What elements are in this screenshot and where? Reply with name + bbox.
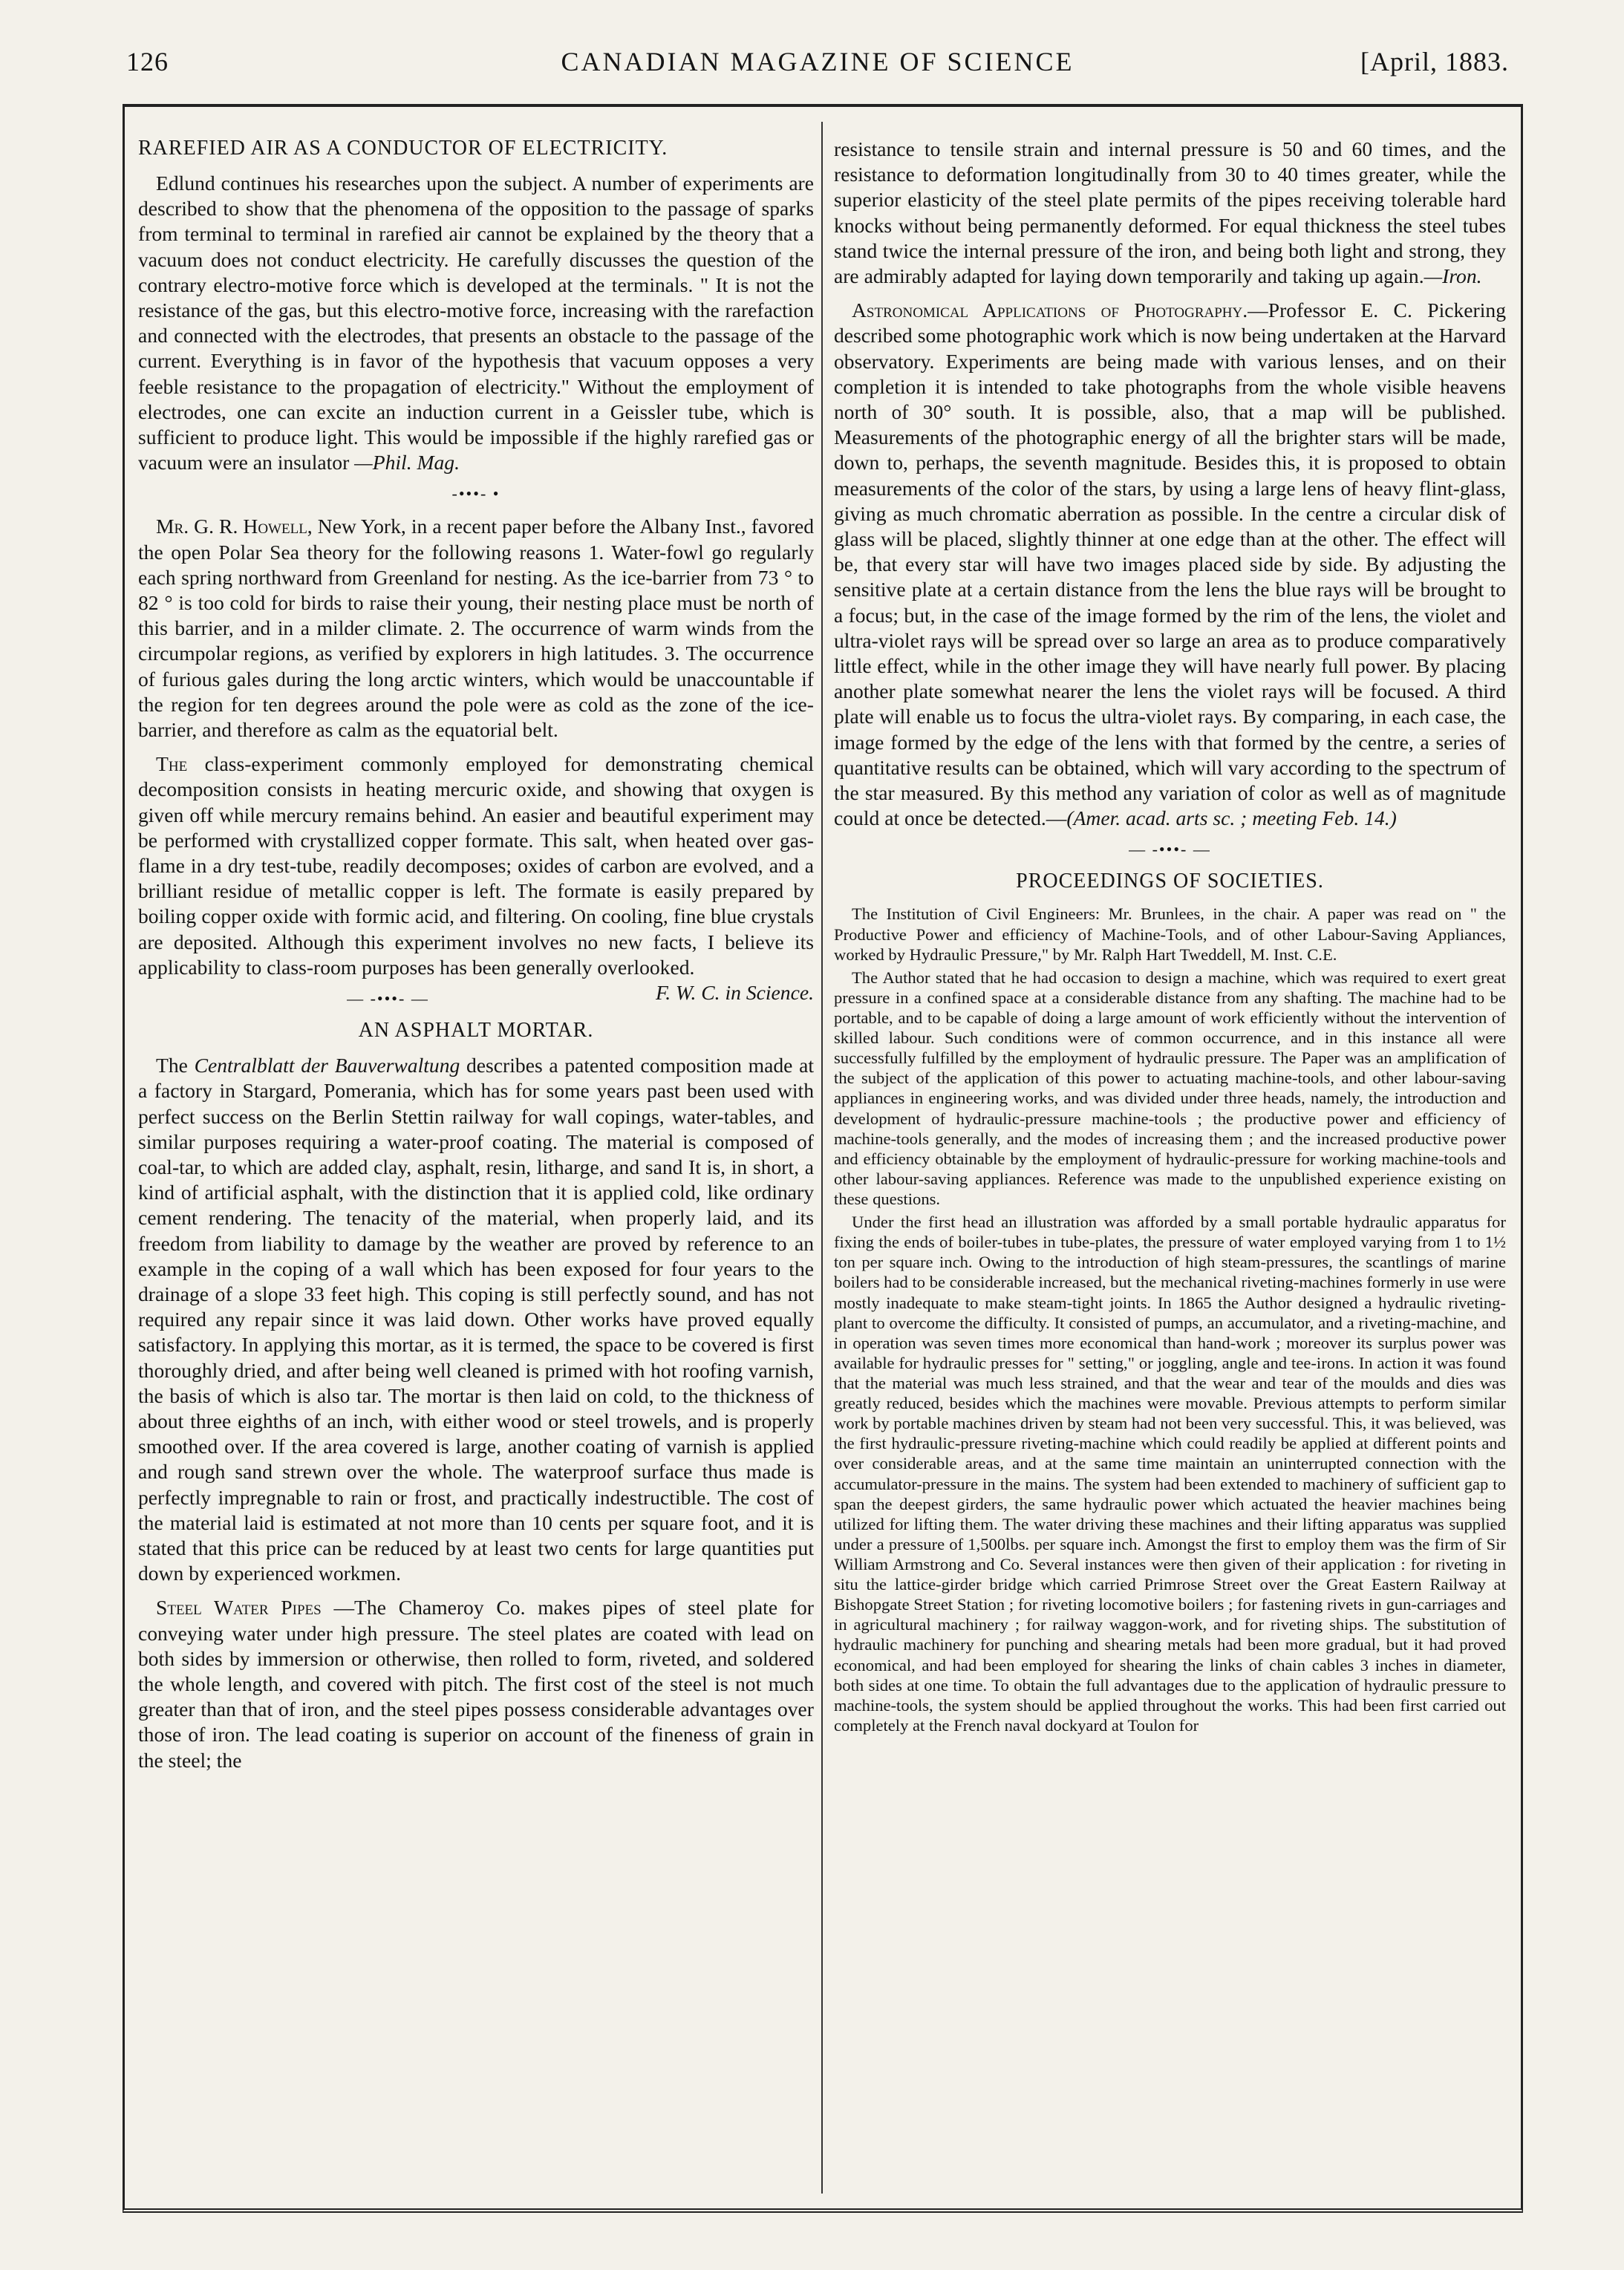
magazine-title: CANADIAN MAGAZINE OF SCIENCE xyxy=(561,47,1074,76)
steel-pipes-lead: Steel Water Pipes xyxy=(156,1596,322,1620)
article-title-asphalt: AN ASPHALT MORTAR. xyxy=(358,1019,594,1043)
copper-formate-text: class-experiment commonly employed for demonstrating chemical decomposition consists in heating mercuric oxide, and showing that oxygen is given off while mercury remains behind. An easier and beautiful experiment may be performed with crystallized copper formate. This salt, when heated over gas-flame in a dry test-tube, readily decomposes; oxides of carbon are evolved, and a brilliant residue of metallic copper is left. The formate is easily prepared by boiling copper oxide with formic acid, and filtering. On cooling, fine blue crystals are deposited. Although this experiment involves no new facts, I believe its applicability to class-room purposes has been generally overlooked. xyxy=(138,752,814,979)
article-body-astronomy xyxy=(834,298,1506,831)
article-body-steel-pipes-continued xyxy=(834,137,1506,289)
polar-sea-text: New York, in a recent paper before the Albany Inst., favored the open Polar Sea theory for the following reasons 1. Water-fowl go regularly each spring northward from Greenland for nesting. As the ice-barrier from 73 ° to 82 ° is too cold for birds to raise their young, their nesting place must be north of this barrier, and in a milder climate. 2. The occurrence of warm winds from the circumpolar regions, as verified by explorers in high latitudes. 3. The occurrence of furious gales during the long arctic winters, which would be unaccountable if the region for ten degrees around the pole were as cold as the zone of the ice-barrier, and therefore as calm as the equatorial belt. xyxy=(138,515,815,742)
astronomy-lead: Astronomical Applications of Photography. xyxy=(852,299,1248,322)
copper-formate-lead: The xyxy=(156,752,188,776)
ornament-divider: — -•••- — xyxy=(1129,840,1211,859)
steel-pipes-source: —Iron. xyxy=(1424,264,1482,288)
proceedings-paragraph: The Institution of Civil Engineers: Mr. Brunlees, in the chair. A paper was read on " the Productive Power and efficiency of Machine-Tools, and of other Labour-Saving Appliances, worked by Hydraulic Pressure," by Mr. Ralph Hart Tweddell, M. Inst. C.E. xyxy=(834,904,1506,964)
column-divider xyxy=(821,122,823,2194)
article-body-copper-formate xyxy=(138,751,814,1005)
rarefied-air-source: —Phil. Mag. xyxy=(354,451,460,474)
left-column xyxy=(138,137,814,1782)
proceedings-paragraph: The Author stated that he had occasion to design a machine, which was required to exert great pressure in a confined space at a considerable distance from any shafting. The machine had to be portable, and to be capable of doing a large amount of work efficiently without the intervention of skilled labour. Such conditions were of common occurrence, and in this instance all were successfully fulfilled by the employment of hydraulic pressure. The Paper was an amplification of the subject of the application of this power to actuating machine-tools, and other labour-saving appliances in engineering works, and was divided under three heads, namely, the introduction and development of hydraulic-pressure machine-tools ; the productive power and efficiency of machine-tools generally, and the modes of increasing them ; and the increased productive power and efficiency obtainable by the employment of hydraulic-pressure for working machine-tools and other labour-saving appliances. Reference was made to the unpublished experience existing on these questions. xyxy=(834,968,1506,1209)
page-number: 126 xyxy=(126,47,169,76)
running-head xyxy=(126,46,1509,91)
rarefied-air-text: Edlund continues his researches upon the subject. A number of experiments are described to show that the phenomena of the opposition to the passage of sparks from terminal to terminal in rarefied air cannot be explained by the theory that a vacuum does not conduct electricity. He carefully discusses the question of the contrary electro-motive force which is developed at the terminals. " It is not the resistance of the gas, but this electro-motive force, increasing with the rarefaction and connected with the electrodes, that presents an obstacle to the passage of the current. Everything is in favor of the hypothesis that vacuum opposes a very feeble resistance to the propagation of electricity." Without the employment of electrodes, one can excite an induction current in a Geissler tube, which is sufficient to produce light. This would be impossible if the highly rarefied gas or vacuum were an insulator xyxy=(138,172,814,474)
steel-pipes-continued-text: resistance to tensile strain and internal pressure is 50 and 60 times, and the resistance to deformation longitudinally from 30 to 40 times greater, while the superior elasticity of the steel plate permits of the pipes receiving tolerable hard knocks without being permanently deformed. For equal thickness the steel tubes stand twice the internal pressure of the iron, and being both light and strong, they are admirably adapted for laying down temporarily and taking up again. xyxy=(834,137,1506,288)
astronomy-text: —Professor E. C. Pickering described some photographic work which is now being undertaken at the Harvard observatory. Experiments are being made with various lenses, and on their completion it is intended to take photographs from the whole visible heavens north of 30° south. It is possible, also, that a map will be published. Measurements of the photographic energy of all the brighter stars will be made, down to, perhaps, the seventh magnitude. Besides this, it is proposed to obtain measurements of the color of the stars, by using a large lens of heavy flint-glass, giving as much chromatic aberration as possible. In the centre a circular disk of glass will be placed, slightly thinner at one edge than at the other. The effect will be, that every star will have two images placed side by side. By adjusting the sensitive plate at a certain distance from the lens the blue rays will be brought to a focus; but, in the case of the image formed by the rim of the lens, the violet and ultra-violet rays will be spread over so large an area as to produce comparatively little effect, while in the other image they will have nearly full power. By placing another plate somewhat nearer the lens the violet rays will be focused. A third plate will enable us to focus the ultra-violet rays. By comparing, in each case, the image formed by the edge of the lens with that formed by the centre, a series of quantitative results can be obtained, which will vary according to the spectrum of the star measured. By this method any variation of color as well as of magnitude could at once be detected.— xyxy=(834,299,1506,830)
asphalt-lead: The xyxy=(156,1054,188,1077)
copper-formate-signature: F. W. C. in Science. xyxy=(655,981,814,1005)
asphalt-text: describes a patented composition made at a factory in Stargard, Pomerania, which has for some years past been used with perfect success on the Berlin Stettin railway for wall copings, water-tables, and similar purposes requiring a water-proof coating. The material is composed of coal-tar, to which are added clay, asphalt, resin, litharge, and sand It is, in short, a kind of artificial asphalt, with the distinction that it is applied cold, like ordinary cement rendering. The tenacity of the material, when properly laid, and its freedom from liability to damage by the weather are proved by reference to an example in the coping of a wall which has been exposed for four years to the drainage of a slope 33 feet high. This coping is still perfectly sound, and has not required any repair since it was laid down. Other works have proved equally satisfactory. In applying this mortar, as it is termed, the space to be covered is first thoroughly dried, and after being well cleaned is primed with hot roofing varnish, the basis of which is also tar. The mortar is then laid on cold, to the thickness of about three eighths of an inch, with either wood or steel trowels, and is properly smoothed over. If the area covered is large, another coating of varnish is applied and rough sand strewn over the whole. The waterproof surface thus made is perfectly impregnable to rain or frost, and practically indestructible. The cost of the material laid is estimated at not more than 10 cents per square foot, and it is stated that this price can be reduced by at least two cents for large quantities put down by experienced workmen. xyxy=(138,1054,814,1585)
astronomy-source: (Amer. acad. arts sc. ; meeting Feb. 14.) xyxy=(1066,806,1397,830)
issue-date: [April, 1883. xyxy=(1360,47,1509,76)
article-body-rarefied-air xyxy=(138,171,814,475)
proceedings-paragraph: Under the first head an illustration was afforded by a small portable hydraulic apparatus for fixing the ends of boiler-tubes in tube-plates, the pressure of water employed varying from 1 to 1½ ton per square inch. Owing to the introduction of high steam-pressures, the scantlings of marine boilers had to be considerable increased, but the mechanical riveting-machines formerly in use were mostly inadequate to make steam-tight joints. In 1865 the Author designed a hydraulic riveting-plant to overcome the difficulty. It consisted of pumps, an accumulator, and a riveting-machine, and in operation was seven times more economical than hand-work ; moreover its surplus power was available for hydraulic presses for " setting," or joggling, angle and tee-irons. In action it was found that the material was much less strained, and that the wear and tear of the moulds and dies was greatly reduced, besides which the machines were movable. Previous attempts to perform similar work by portable machines driven by steam had not been very successful. This, it was believed, was the first hydraulic-pressure riveting-machine which could readily be applied at different points and over considerable areas, and at the same time maintain an uninterrupted connection with the accumulator-pressure in the mains. The system had been extended to machinery of sufficient gap to span the deepest girders, the same hydraulic power which actuated the heavier machines being utilized for lifting them. The water driving these machines and their lifting apparatus was supplied under a pressure of 1,500lbs. per square inch. Amongst the first to employ them was the firm of Sir William Armstrong and Co. Several instances were then given of their application : for riveting in situ the lattice-girder bridge which carried Primrose Street over the Great Eastern Railway at Bishopgate Street Station ; for riveting locomotive boilers ; for fastening rivets in gun-carriages and in agricultural machinery ; for railway waggon-work, and for riveting ships. The substitution of hydraulic machinery for punching and shearing metals had been more gradual, but it had proved economical, and had been employed for shearing the links of chain cables 3 inches in diameter, both sides at one time. To obtain the full advantages due to the application of hydraulic pressure to machine-tools, the system should be applied throughout the works. This had been first carried out completely at the French naval dockyard at Toulon for xyxy=(834,1213,1506,1735)
asphalt-journal: Centralblatt der Bauverwaltung xyxy=(194,1054,460,1077)
article-body-asphalt xyxy=(138,1053,814,1586)
page-frame xyxy=(123,104,1523,2213)
article-body-steel-pipes xyxy=(138,1595,814,1772)
article-body-polar-sea xyxy=(138,514,814,743)
section-title-proceedings: PROCEEDINGS OF SOCIETIES. xyxy=(1016,870,1324,893)
article-title-rarefied-air: RAREFIED AIR AS A CONDUCTOR OF ELECTRICITY. xyxy=(138,137,668,160)
steel-pipes-text: —The Chameroy Co. makes pipes of steel plate for conveying water under high pressure. The steel plates are coated with lead on both sides by immersion or otherwise, then rolled to form, riveted, and soldered the whole length, and covered with pitch. The first cost of the steel is not much greater than that of iron, and the steel pipes possess considerable advantages over those of iron. The lead coating is superior on account of the fineness of grain in the steel; the xyxy=(138,1596,814,1772)
ornament-divider: -•••- • xyxy=(451,484,500,503)
polar-sea-lead: Mr. G. R. Howell, xyxy=(156,515,313,538)
ornament-divider: — -•••- — xyxy=(347,989,429,1008)
right-column xyxy=(834,137,1506,1738)
